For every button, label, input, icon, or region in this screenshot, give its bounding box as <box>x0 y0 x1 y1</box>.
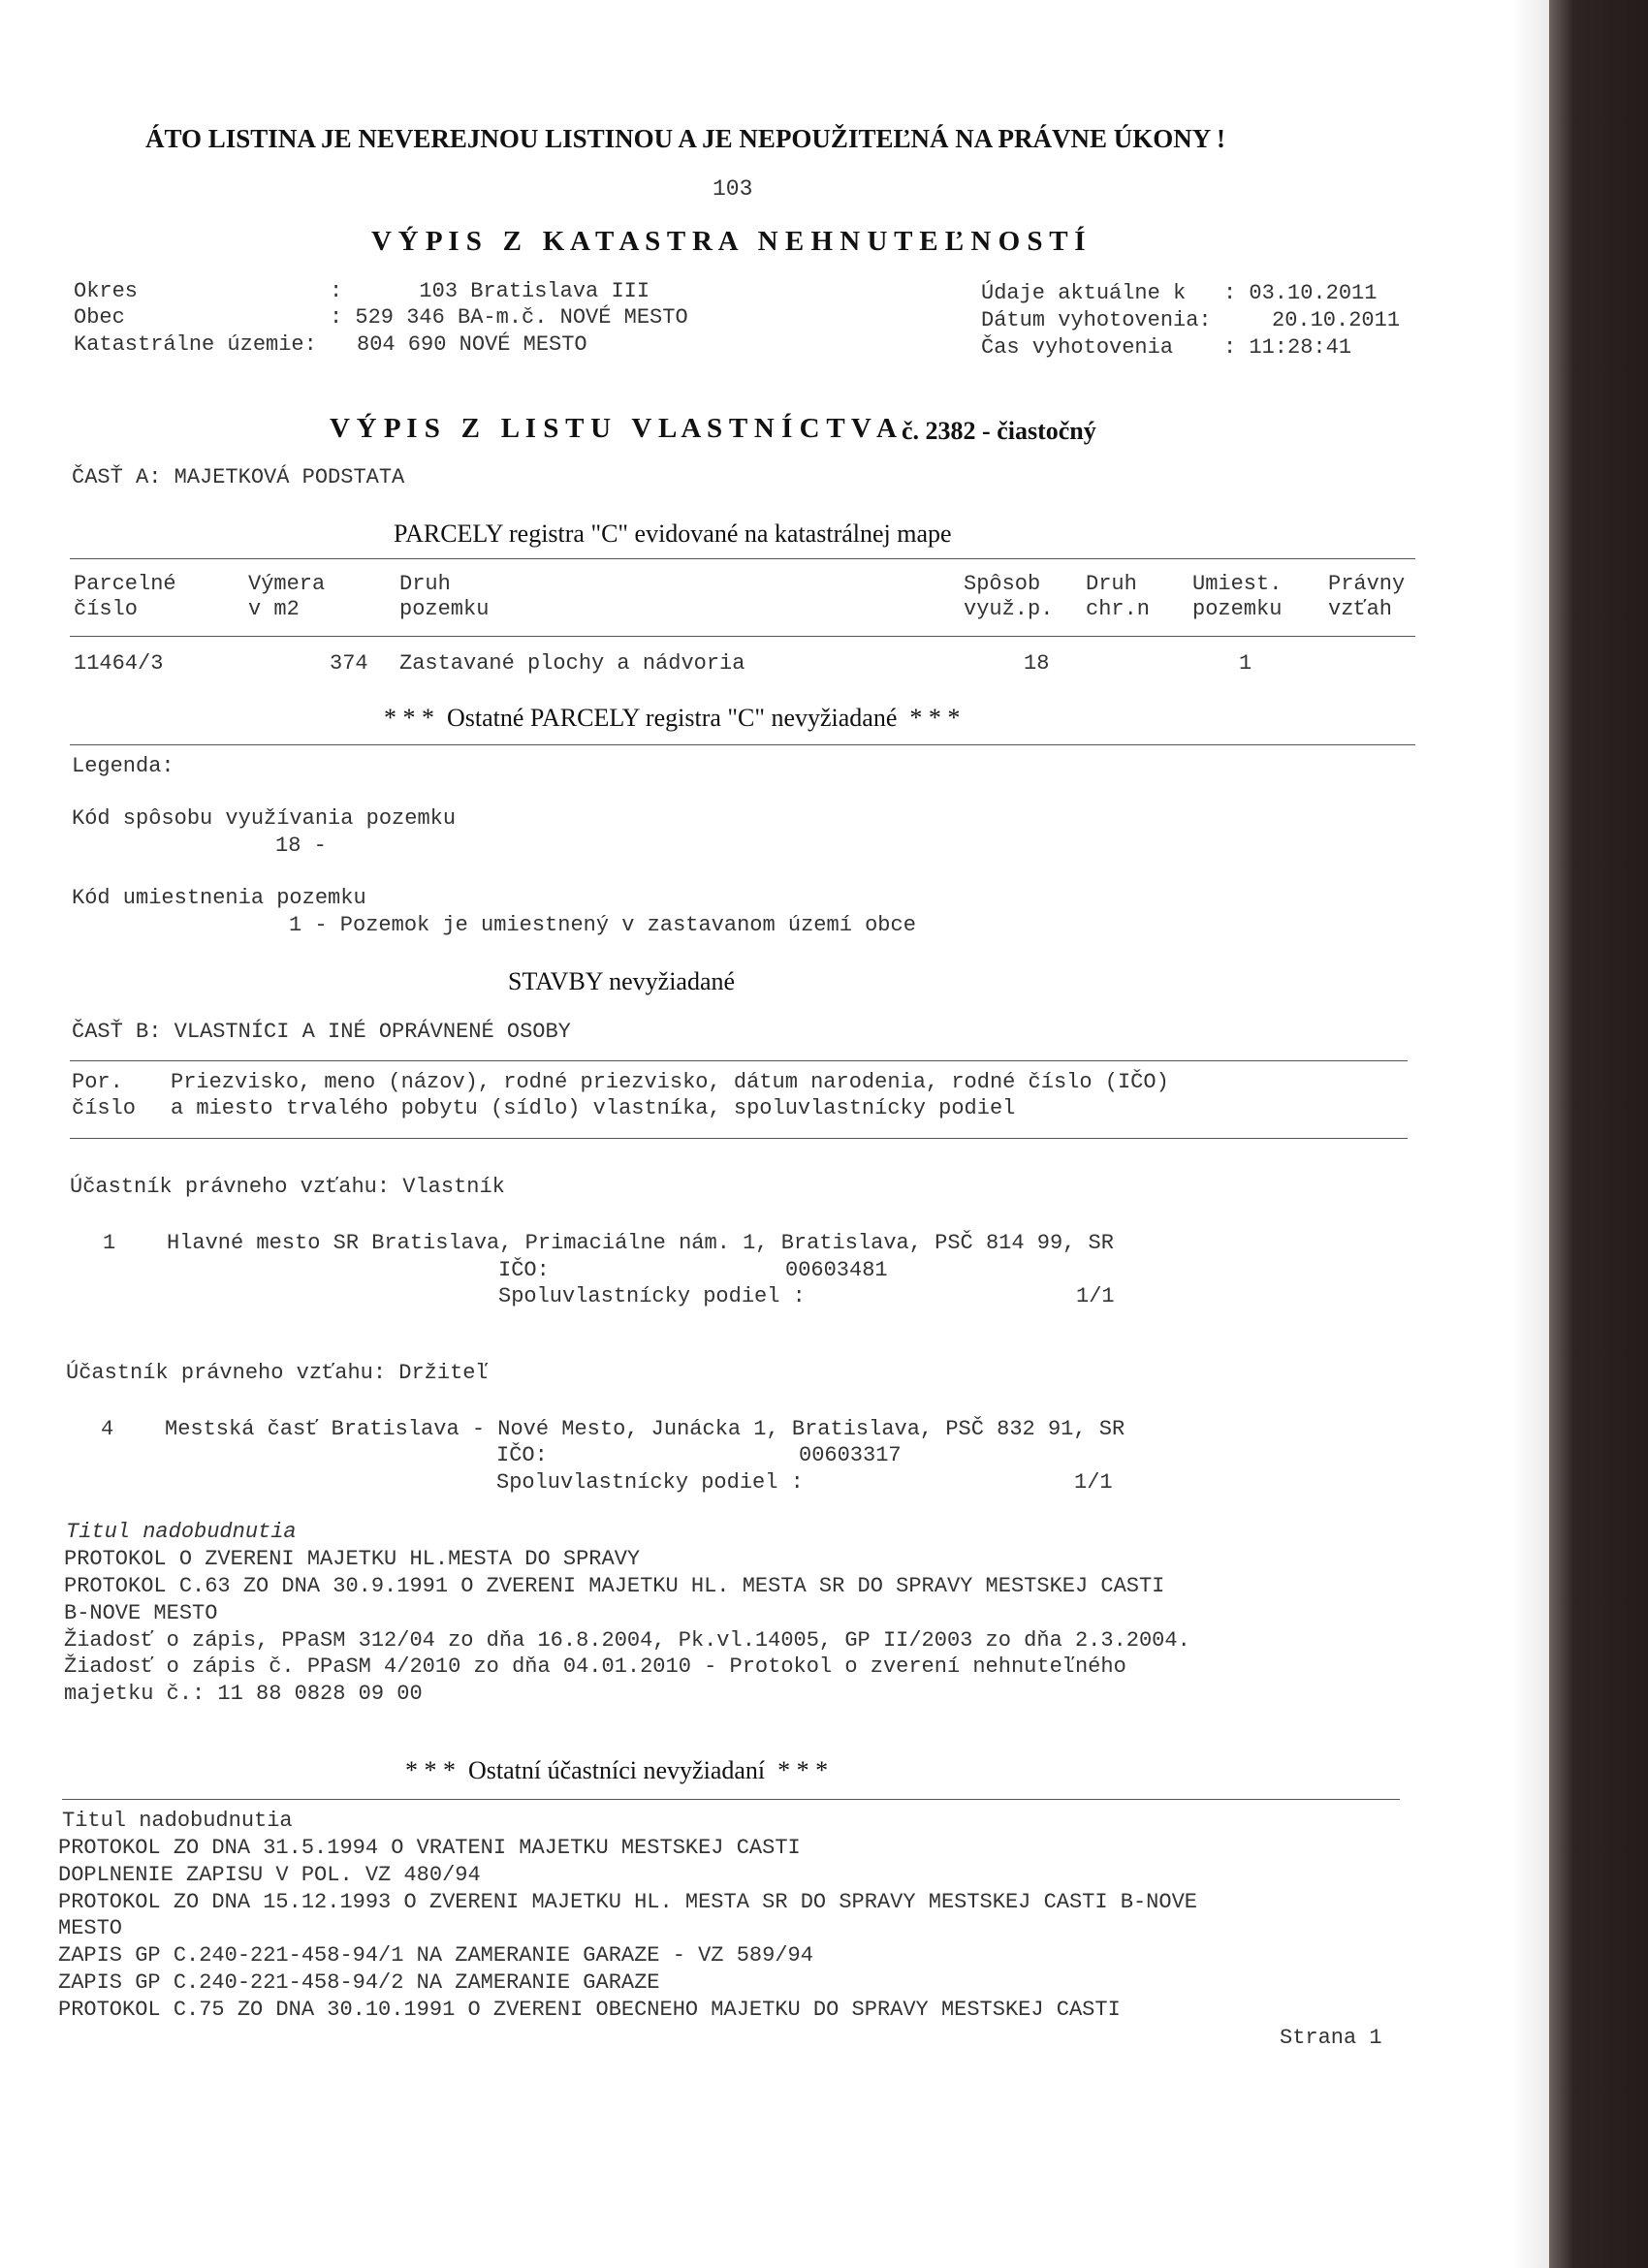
table-cell-druh: Zastavané plochy a nádvoria <box>399 651 745 676</box>
titul-2-line: MESTO <box>58 1916 123 1940</box>
th-pravny: Právny <box>1328 572 1406 596</box>
table-cell-sposob: 18 <box>1024 651 1050 676</box>
katastralne-uzemie-label: Katastrálne územie: <box>74 332 317 357</box>
udaje-value: : 03.10.2011 <box>1223 281 1378 305</box>
table-top-rule <box>70 558 1415 559</box>
katastralne-uzemie-value: 804 690 NOVÉ MESTO <box>357 332 587 357</box>
stavby-heading: STAVBY nevyžiadané <box>508 967 736 995</box>
th-umiest: Umiest. <box>1192 572 1283 596</box>
titul-2-line: ZAPIS GP C.240-221-458-94/1 NA ZAMERANIE GARAZE - VZ 589/94 <box>58 1943 813 1968</box>
scanner-background <box>1549 0 1648 2268</box>
cas-label: Čas vyhotovenia <box>981 335 1174 360</box>
owners-header-rule <box>70 1138 1408 1139</box>
owner-2-number: 4 <box>101 1417 114 1441</box>
th-parcel: Parcelné <box>74 572 176 596</box>
owner-header-por: Por. <box>72 1070 123 1094</box>
ostatne-parcely-note: * * * Ostatné PARCELY registra "C" nevyžiadané * * * <box>384 704 961 732</box>
table-cell-parcel: 11464/3 <box>74 651 164 676</box>
table-header-rule <box>70 636 1415 637</box>
owner-1-role: Účastník právneho vzťahu: Vlastník <box>70 1175 505 1199</box>
th-vymera-2: v m2 <box>248 597 300 621</box>
titul-1-line: majetku č.: 11 88 0828 09 00 <box>64 1682 423 1706</box>
kod-sposobu-label: Kód spôsobu využívania pozemku <box>72 806 457 831</box>
th-druh-2: pozemku <box>399 597 490 621</box>
cas-value: : 11:28:41 <box>1223 335 1352 360</box>
subtitle: V Ý P I S Z L I S T U V L A S T N Í C T V A <box>330 413 897 444</box>
page-number: Strana 1 <box>1280 2026 1382 2050</box>
owner-2-ico: 00603317 <box>799 1443 902 1467</box>
titul-1-line: Žiadosť o zápis č. PPaSM 4/2010 zo dňa 04.01.2010 - Protokol o zverení nehnuteľného <box>64 1654 1126 1679</box>
th-parcel-2: číslo <box>74 597 139 621</box>
titul-2-line: PROTOKOL ZO DNA 15.12.1993 O ZVERENI MAJETKU HL. MESTA SR DO SPRAVY MESTSKEJ CASTI B-NOVE <box>58 1890 1197 1914</box>
part-a-heading: ČASŤ A: MAJETKOVÁ PODSTATA <box>72 465 405 489</box>
titul-1-line: Žiadosť o zápis, PPaSM 312/04 zo dňa 16.8.2004, Pk.vl.14005, GP II/2003 zo dňa 2.3.2004. <box>64 1628 1190 1653</box>
ostatni-ucastnici-note: * * * Ostatní účastníci nevyžiadaní * * * <box>405 1756 829 1784</box>
titul-2-line: DOPLNENIE ZAPISU V POL. VZ 480/94 <box>58 1863 481 1887</box>
ostatni-rule <box>62 1799 1400 1800</box>
th-sposob: Spôsob <box>964 572 1041 596</box>
th-sposob-2: využ.p. <box>964 597 1054 621</box>
owner-header-line1: Priezvisko, meno (názov), rodné priezvisko, dátum narodenia, rodné číslo (IČO) <box>171 1070 1169 1094</box>
document-title: V Ý P I S Z K A T A S T R A N E H N U T E Ľ N O S T Í <box>371 226 1086 257</box>
th-druh: Druh <box>399 572 451 596</box>
th-umiest-2: pozemku <box>1192 597 1283 621</box>
kod-sposobu-value: 18 - <box>275 834 327 858</box>
owner-2-role: Účastník právneho vzťahu: Držiteľ <box>66 1361 489 1385</box>
legend-title: Legenda: <box>72 754 174 778</box>
owner-1-ico-label: IČO: <box>498 1258 550 1282</box>
okres-value: : 103 Bratislava III <box>330 279 650 303</box>
udaje-label: Údaje aktuálne k <box>981 281 1187 305</box>
th-vymera: Výmera <box>248 572 326 596</box>
datum-value: 20.10.2011 <box>1272 308 1401 332</box>
owner-header-line2: a miesto trvalého pobytu (sídlo) vlastníka, spoluvlastnícky podiel <box>171 1096 1016 1120</box>
owner-header-cislo: číslo <box>72 1096 137 1120</box>
warning-text: ÁTO LISTINA JE NEVEREJNOU LISTINOU A JE NEPOUŽITEĽNÁ NA PRÁVNE ÚKONY ! <box>145 124 1225 153</box>
owner-1-podiel: 1/1 <box>1076 1284 1115 1308</box>
datum-label: Dátum vyhotovenia: <box>981 308 1212 332</box>
titul-1-line: PROTOKOL C.63 ZO DNA 30.9.1991 O ZVERENI MAJETKU HL. MESTA SR DO SPRAVY MESTSKEJ CASTI <box>64 1574 1165 1598</box>
owner-2-ico-label: IČO: <box>496 1443 548 1467</box>
parcely-heading: PARCELY registra "C" evidované na katastrálnej mape <box>394 520 952 548</box>
titul-2-line: PROTOKOL ZO DNA 31.5.1994 O VRATENI MAJETKU MESTSKEJ CASTI <box>58 1836 801 1860</box>
owner-2-podiel-label: Spoluvlastnícky podiel : <box>496 1470 804 1495</box>
obec-value: : 529 346 BA-m.č. NOVÉ MESTO <box>330 305 688 330</box>
titul-2-line: ZAPIS GP C.240-221-458-94/2 NA ZAMERANIE GARAZE <box>58 1970 660 1995</box>
kod-umiestnenia-value: 1 - Pozemok je umiestnený v zastavanom území obce <box>289 913 916 937</box>
subtitle-number: č. 2382 - čiastočný <box>902 417 1096 445</box>
owner-1-podiel-label: Spoluvlastnícky podiel : <box>498 1284 806 1308</box>
part-b-heading: ČASŤ B: VLASTNÍCI A INÉ OPRÁVNENÉ OSOBY <box>72 1020 571 1044</box>
owners-top-rule <box>70 1060 1408 1061</box>
okres-label: Okres <box>74 279 139 303</box>
owner-2-podiel: 1/1 <box>1074 1470 1113 1495</box>
legend-rule <box>70 744 1415 745</box>
owner-1-ico: 00603481 <box>785 1258 888 1282</box>
titul-1-line: PROTOKOL O ZVERENI MAJETKU HL.MESTA DO SPRAVY <box>64 1547 641 1571</box>
owner-1-number: 1 <box>103 1231 116 1255</box>
office-code: 103 <box>713 176 753 202</box>
page-edge-shade <box>1512 0 1549 2268</box>
titul-2-line: PROTOKOL C.75 ZO DNA 30.10.1991 O ZVERENI OBECNEHO MAJETKU DO SPRAVY MESTSKEJ CASTI <box>58 1998 1121 2022</box>
table-cell-umiest: 1 <box>1239 651 1252 676</box>
owner-1-name: Hlavné mesto SR Bratislava, Primaciálne nám. 1, Bratislava, PSČ 814 99, SR <box>167 1231 1114 1255</box>
th-pravny-2: vzťah <box>1328 597 1393 621</box>
titul-1-heading: Titul nadobudnutia <box>66 1520 297 1544</box>
obec-label: Obec <box>74 305 125 330</box>
owner-2-name: Mestská časť Bratislava - Nové Mesto, Junácka 1, Bratislava, PSČ 832 91, SR <box>165 1417 1125 1441</box>
th-druh-chr-2: chr.n <box>1086 597 1151 621</box>
table-cell-vymera: 374 <box>330 651 368 676</box>
kod-umiestnenia-label: Kód umiestnenia pozemku <box>72 886 366 910</box>
th-druh-chr: Druh <box>1086 572 1137 596</box>
titul-1-line: B-NOVE MESTO <box>64 1601 218 1625</box>
titul-2-heading: Titul nadobudnutia <box>62 1809 293 1833</box>
